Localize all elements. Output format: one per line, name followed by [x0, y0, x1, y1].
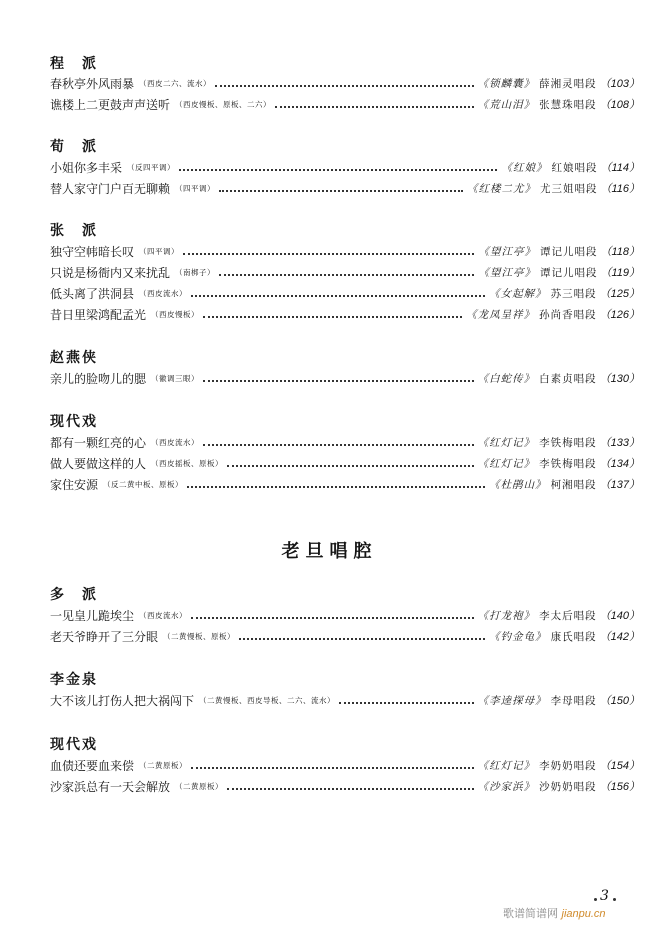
entry-page: （116）	[600, 183, 640, 195]
entry-page: （114）	[600, 162, 640, 174]
entry-note: （反四平调）	[127, 162, 176, 172]
entry-role: 孙尚香唱段	[539, 308, 597, 321]
entry-page: （103）	[599, 78, 640, 90]
entry-page: （108）	[599, 99, 640, 111]
entry-source: 《李逵探母》	[477, 694, 547, 707]
entry-role: 红娘唱段	[551, 161, 598, 174]
entry-role: 苏三唱段	[550, 287, 597, 300]
entry-source: 《望江亭》	[478, 245, 536, 258]
section-heading-zhang: 张 派	[50, 223, 98, 239]
entry-source: 《沙家浜》	[477, 780, 536, 793]
entry-note: （四平调）	[175, 183, 216, 193]
leader-dots	[191, 767, 474, 769]
leader-dots	[219, 190, 463, 192]
toc-entry	[50, 627, 640, 645]
entry-page: （126）	[599, 309, 640, 321]
section-heading-li: 李金泉	[50, 672, 98, 688]
entry-note: （二黄原板）	[139, 760, 188, 770]
entry-page: （133）	[599, 437, 640, 449]
entry-page: （137）	[599, 479, 640, 491]
entry-page: （118）	[600, 246, 640, 258]
entry-page: （125）	[599, 288, 640, 300]
section-heading-modern-2: 现代戏	[50, 737, 98, 753]
entry-page: （142）	[599, 631, 640, 643]
entry-source: 《杜鹃山》	[489, 478, 547, 491]
entry-role: 李铁梅唱段	[539, 436, 597, 449]
leader-dots	[239, 638, 485, 640]
leader-dots	[219, 274, 474, 276]
entry-page: （156）	[599, 781, 640, 793]
entry-source: 《红灯记》	[477, 436, 536, 449]
entry-note: （西皮摇板、原板）	[151, 458, 224, 468]
entry-page: （134）	[599, 458, 640, 470]
entry-title: 大不该儿打伤人把大祸闯下	[50, 693, 195, 708]
entry-title: 沙家浜总有一天会解放	[50, 779, 171, 794]
leader-dots	[183, 253, 474, 255]
watermark-site: jianpu.cn	[561, 908, 606, 920]
entry-role: 柯湘唱段	[550, 478, 597, 491]
entry-role: 李奶奶唱段	[539, 759, 597, 772]
section-heading-cheng: 程 派	[50, 56, 98, 72]
toc-entry	[50, 305, 640, 323]
entry-source: 《红灯记》	[477, 759, 536, 772]
entry-role: 谭记儿唱段	[539, 245, 598, 258]
entry-role: 李母唱段	[550, 694, 597, 707]
toc-entry	[50, 756, 640, 774]
section-heading-modern: 现代戏	[50, 414, 98, 430]
leader-dots	[203, 380, 474, 382]
entry-note: （西皮流水）	[139, 610, 188, 620]
toc-entry	[50, 74, 640, 92]
entry-title: 老天爷睁开了三分眼	[50, 629, 159, 644]
entry-note: （四平调）	[139, 246, 180, 256]
entry-title: 都有一颗红亮的心	[50, 435, 147, 450]
leader-dots	[179, 169, 497, 171]
entry-role: 张慧珠唱段	[539, 98, 597, 111]
entry-note: （西皮慢板）	[151, 309, 200, 319]
entry-source: 《望江亭》	[478, 266, 536, 279]
toc-entry	[50, 158, 640, 176]
toc-entry	[50, 777, 640, 795]
leader-dots	[227, 465, 474, 467]
section-heading-zhao: 赵燕侠	[50, 350, 98, 366]
leader-dots	[187, 486, 485, 488]
entry-note: （徽调三眼）	[151, 373, 200, 383]
entry-source: 《红楼二尤》	[466, 182, 536, 195]
entry-title: 只说是杨衙内又来扰乱	[50, 265, 171, 280]
entry-note: （西皮二六、流水）	[139, 78, 212, 88]
entry-source: 《钓金龟》	[489, 630, 547, 643]
entry-role: 李太后唱段	[539, 609, 597, 622]
entry-title: 昔日里梁鸿配孟光	[50, 307, 147, 322]
entry-role: 谭记儿唱段	[539, 266, 598, 279]
toc-entry	[50, 606, 640, 624]
entry-note: （西皮流水）	[151, 437, 200, 447]
entry-note: （西皮慢板、原板、二六）	[175, 99, 272, 109]
entry-title: 替人家守门户百无聊赖	[50, 181, 171, 196]
leader-dots	[203, 316, 462, 318]
entry-source: 《女起解》	[489, 287, 547, 300]
leader-dots	[191, 295, 485, 297]
entry-note: （二黄慢板、西皮导板、二六、流水）	[199, 695, 336, 705]
watermark	[503, 905, 606, 921]
entry-page: （150）	[599, 695, 640, 707]
entry-title: 独守空帏暗长叹	[50, 244, 135, 259]
entry-role: 沙奶奶唱段	[539, 780, 597, 793]
entry-page: （154）	[599, 760, 640, 772]
entry-source: 《打龙袍》	[477, 609, 536, 622]
leader-dots	[203, 444, 474, 446]
entry-title: 做人要做这样的人	[50, 456, 147, 471]
leader-dots	[339, 702, 474, 704]
toc-entry	[50, 433, 640, 451]
page-number-dot-right	[613, 898, 616, 901]
section-heading-duo: 多 派	[50, 587, 98, 603]
toc-entry	[50, 454, 640, 472]
entry-source: 《红娘》	[501, 161, 548, 174]
toc-entry	[50, 475, 640, 493]
entry-role: 薛湘灵唱段	[539, 77, 597, 90]
entry-role: 尤三姐唱段	[539, 182, 598, 195]
entry-title: 家住安源	[50, 477, 99, 492]
entry-note: （二黄原板）	[175, 781, 224, 791]
chapter-title: 老旦唱腔	[281, 541, 378, 562]
entry-title: 谯楼上二更鼓声声送听	[50, 97, 171, 112]
toc-entry	[50, 691, 640, 709]
entry-title: 低头离了洪洞县	[50, 286, 135, 301]
entry-source: 《荒山泪》	[477, 98, 536, 111]
section-heading-xun: 荀 派	[50, 139, 98, 155]
leader-dots	[215, 85, 474, 87]
toc-entry	[50, 242, 640, 260]
toc-entry	[50, 95, 640, 113]
entry-role: 康氏唱段	[550, 630, 597, 643]
toc-entry	[50, 179, 640, 197]
entry-title: 血债还要血来偿	[50, 758, 135, 773]
toc-entry	[50, 263, 640, 281]
entry-source: 《龙凤呈祥》	[466, 308, 536, 321]
entry-page: （140）	[599, 610, 640, 622]
leader-dots	[191, 617, 474, 619]
page-number-dot-left	[594, 898, 597, 901]
entry-note: （二黄慢板、原板）	[163, 631, 236, 641]
entry-note: （西皮流水）	[139, 288, 188, 298]
entry-note: （反二黄中板、原板）	[103, 479, 184, 489]
entry-note: （南梆子）	[175, 267, 216, 277]
toc-entry	[50, 284, 640, 302]
page-number: 3	[600, 888, 609, 904]
leader-dots	[275, 106, 474, 108]
entry-title: 亲儿的脸吻儿的腮	[50, 371, 147, 386]
entry-page: （119）	[600, 267, 640, 279]
entry-role: 李铁梅唱段	[539, 457, 597, 470]
entry-page: （130）	[599, 373, 640, 385]
entry-source: 《白蛇传》	[477, 372, 536, 385]
entry-title: 一见皇儿跪埃尘	[50, 608, 135, 623]
watermark-text: 歌谱简谱网	[503, 907, 558, 920]
entry-source: 《红灯记》	[477, 457, 536, 470]
entry-role: 白素贞唱段	[539, 372, 597, 385]
toc-entry	[50, 369, 640, 387]
entry-source: 《锁麟囊》	[477, 77, 536, 90]
entry-title: 小姐你多丰采	[50, 160, 123, 175]
leader-dots	[227, 788, 474, 790]
entry-title: 春秋亭外风雨暴	[50, 76, 135, 91]
